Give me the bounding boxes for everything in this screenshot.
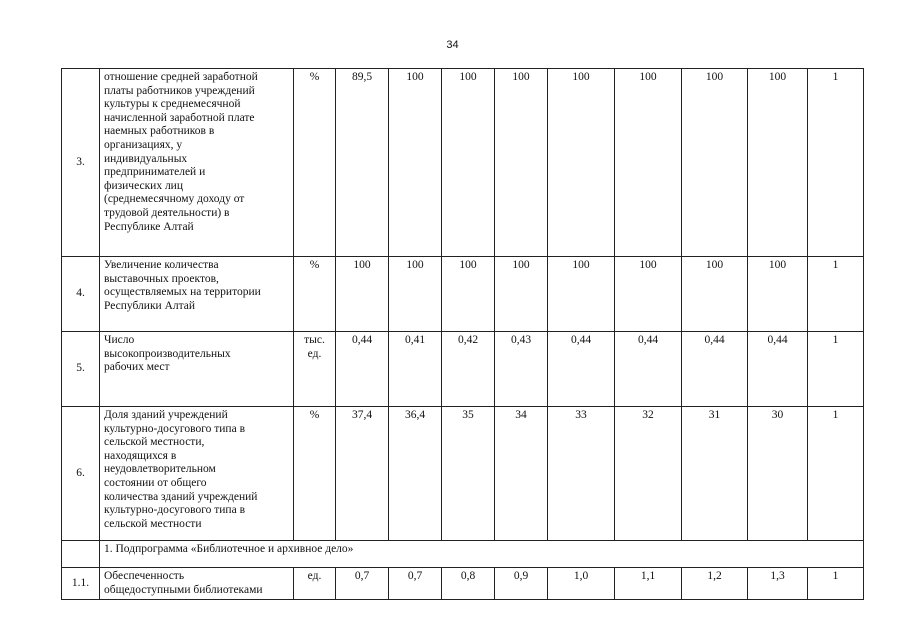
- value-cell: 100: [495, 257, 548, 332]
- indicator-name: Число высокопроизводительных рабочих мест: [100, 332, 294, 407]
- value-cell: 1,2: [682, 568, 748, 600]
- value-cell: 100: [336, 257, 389, 332]
- value-cell: 0,43: [495, 332, 548, 407]
- value-cell: 100: [389, 257, 442, 332]
- value-cell: 0,7: [389, 568, 442, 600]
- value-cell: 0,9: [495, 568, 548, 600]
- value-cell: 1: [808, 69, 864, 257]
- empty-cell: 100: [748, 69, 808, 257]
- table-row: [62, 332, 864, 407]
- value-cell: 100: [548, 69, 615, 257]
- value-cell: 31: [682, 407, 748, 541]
- value-cell: 0,44: [615, 332, 682, 407]
- value-cell: 100: [682, 69, 748, 257]
- value-cell: 1: [808, 568, 864, 600]
- indicator-name: Доля зданий учреждений культурно-досугового типа в сельской местности, находящихся в неудовлетворительном состоянии от общего количества зданий учреждений культурно-досугового типа в сельской местности: [100, 407, 294, 541]
- empty-cell: [62, 541, 100, 568]
- value-cell: 36,4: [389, 407, 442, 541]
- page-number: 34: [446, 39, 459, 51]
- value-cell: 1: [808, 332, 864, 407]
- indicator-name: Обеспеченность общедоступными библиотеками: [100, 568, 294, 600]
- value-cell: 32: [615, 407, 682, 541]
- unit-cell: ед.: [294, 568, 336, 600]
- subprogram-title: 1. Подпрограмма «Библиотечное и архивное дело»: [100, 541, 864, 568]
- row-number: 4.: [62, 257, 100, 332]
- value-cell: 100: [495, 69, 548, 257]
- indicator-name: Увеличение количества выставочных проектов, осуществляемых на территории Республики Алтай: [100, 257, 294, 332]
- row-number: 1.1.: [62, 568, 100, 600]
- indicators-table: [61, 68, 864, 600]
- table-row: [62, 568, 864, 600]
- value-cell: 0,7: [336, 568, 389, 600]
- table-row: [62, 407, 864, 541]
- value-cell: 37,4: [336, 407, 389, 541]
- value-cell: 100: [615, 257, 682, 332]
- value-cell: 100: [442, 69, 495, 257]
- value-cell: 0,41: [389, 332, 442, 407]
- value-cell: 0,44: [548, 332, 615, 407]
- value-cell: 33: [548, 407, 615, 541]
- value-cell: 100: [615, 69, 682, 257]
- unit-cell: %: [294, 257, 336, 332]
- value-cell: 100: [682, 257, 748, 332]
- value-cell: 0,44: [682, 332, 748, 407]
- table-row: [62, 257, 864, 332]
- value-cell: 1: [808, 407, 864, 541]
- unit-cell: %: [294, 407, 336, 541]
- indicator-name: отношение средней заработной платы работников учреждений культуры к среднемесячной начисленной заработной плате наемных работников в организациях, у индивидуальных предпринимателей и физических лиц (среднемесячному доходу от трудовой деятельности) в Республике Алтай: [100, 69, 294, 257]
- value-cell: 30: [748, 407, 808, 541]
- unit-cell: %: [294, 69, 336, 257]
- value-cell: 1,0: [548, 568, 615, 600]
- value-cell: 0,8: [442, 568, 495, 600]
- row-number: 6.: [62, 407, 100, 541]
- value-cell: 100: [389, 69, 442, 257]
- subprogram-row: [62, 541, 864, 568]
- value-cell: 100: [748, 257, 808, 332]
- value-cell: 1,3: [748, 568, 808, 600]
- value-cell: 0,44: [748, 332, 808, 407]
- value-cell: 0,44: [336, 332, 389, 407]
- row-number: 5.: [62, 332, 100, 407]
- value-cell: 100: [442, 257, 495, 332]
- unit-cell: тыс. ед.: [294, 332, 336, 407]
- row-number: 3.: [62, 69, 100, 257]
- value-cell: 35: [442, 407, 495, 541]
- value-cell: 89,5: [336, 69, 389, 257]
- value-cell: 34: [495, 407, 548, 541]
- value-cell: 100: [548, 257, 615, 332]
- value-cell: 0,42: [442, 332, 495, 407]
- table-row: [62, 69, 864, 257]
- value-cell: 1,1: [615, 568, 682, 600]
- value-cell: 1: [808, 257, 864, 332]
